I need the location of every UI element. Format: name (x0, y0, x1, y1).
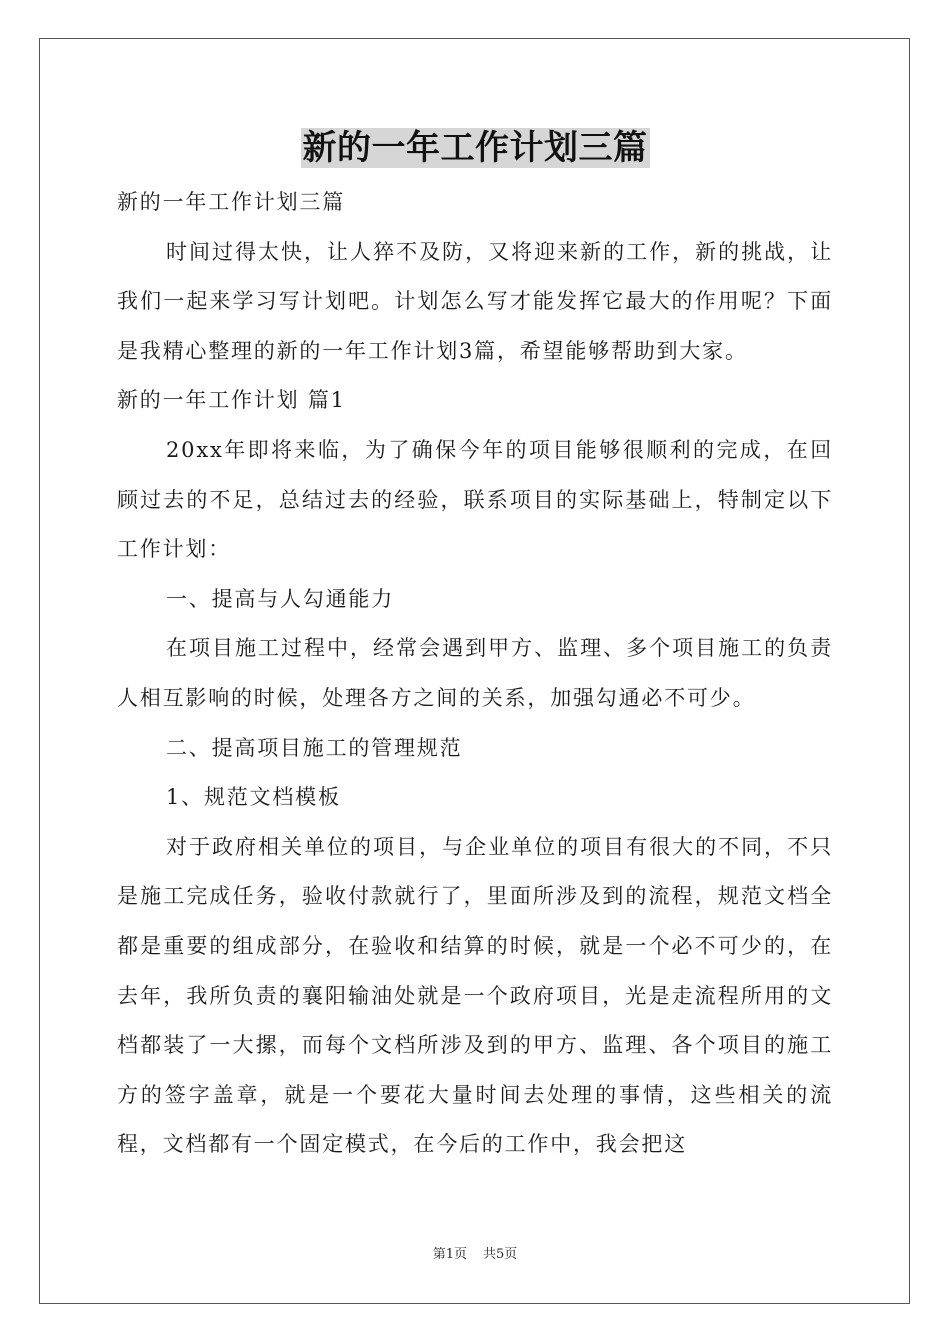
paragraph: 对于政府相关单位的项目，与企业单位的项目有很大的不同，不只是施工完成任务，验收付款就行了，里面所涉及到的流程，规范文档全都是重要的组成部分，在验收和结算的时候，就是一个必不可少的，在去年，我所负责的襄阳输油处就是一个政府项目，光是走流程所用的文档都装了一大摞，而每个文档所涉及到的甲方、监理、各个项目的施工方的签字盖章，就是一个要花大量时间去处理的事情，这些相关的流程，文档都有一个固定模式，在今后的工作中，我会把这 (117, 834, 833, 1157)
page-total: 共5页 (483, 1247, 518, 1262)
page-footer (0, 1246, 950, 1264)
document-title: 新的一年工作计划三篇 (302, 128, 648, 168)
paragraph: 新的一年工作计划三篇 (117, 190, 345, 214)
paragraph: 新的一年工作计划 篇1 (117, 388, 346, 413)
title-block (0, 128, 950, 168)
paragraph: 时间过得太快，让人猝不及防，又将迎来新的工作，新的挑战，让我们一起来学习写计划吧。计划怎么写才能发挥它最大的作用呢？下面是我精心整理的新的一年工作计划3篇，希望能够帮助到大家。 (117, 239, 833, 363)
paragraph: 二、提高项目施工的管理规范 (166, 735, 463, 760)
paragraph: 1、规范文档模板 (166, 785, 341, 810)
document-body (117, 178, 833, 1170)
paragraph: 20xx年即将来临，为了确保今年的项目能够很顺利的完成，在回顾过去的不足，总结过去的经验，联系项目的实际基础上，特制定以下工作计划： (117, 437, 833, 562)
paragraph: 在项目施工过程中，经常会遇到甲方、监理、多个项目施工的负责人相互影响的时候，处理各方之间的关系，加强勾通必不可少。 (117, 636, 833, 710)
paragraph: 一、提高与人勾通能力 (166, 586, 394, 611)
page-number: 第1页 (432, 1247, 467, 1262)
